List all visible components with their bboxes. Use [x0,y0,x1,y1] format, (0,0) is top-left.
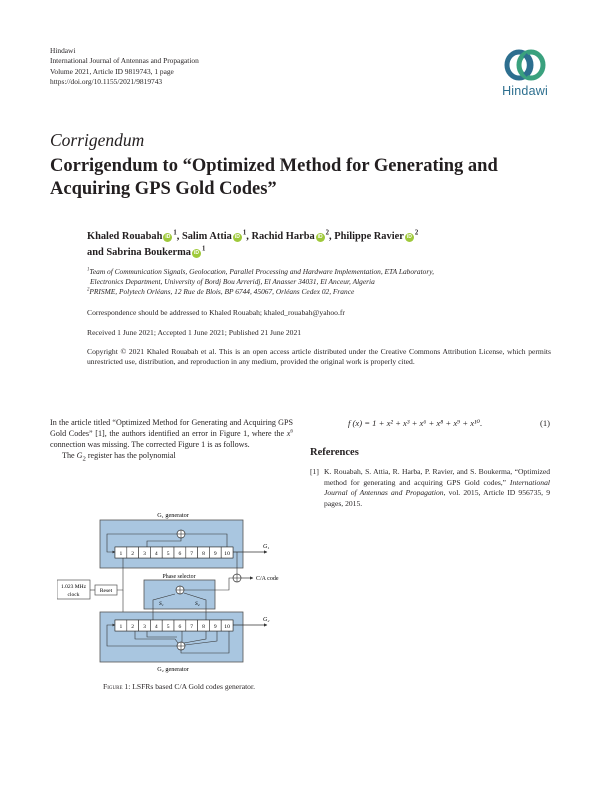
article-meta [50,46,199,87]
author-name: Sabrina Boukerma [106,247,191,258]
doi-link[interactable]: https://doi.org/10.1155/2021/9819743 [50,76,163,86]
register-cell-label: 10 [224,624,230,630]
register-cell-label: 4 [154,551,158,557]
hindawi-logo-icon [503,47,547,83]
g2-output-label: G₂ [263,617,270,623]
register-cell-label: 4 [154,624,158,630]
register-cell-label: 9 [213,624,217,630]
clock-label: 1.023 MHz [60,584,87,590]
orcid-icon[interactable]: iD [317,234,323,240]
paragraph: The $G_2$ register has the polynomial [62,451,176,463]
copyright-notice: Copyright © 2021 Khaled Rouabah et al. This is an open access article distributed under the Creative Commons Attribution License, which permits unrestricted use, distribution, and reproduction in any medium, provided the original work is properly cited. [87,347,551,367]
g1-output-label: G₁ [263,544,270,550]
phase-selector-block [144,580,215,609]
logo-wordmark: Hindawi [502,84,548,98]
orcid-icon[interactable]: iD [165,234,171,240]
equation-lhs: f (x) = [348,418,373,428]
references-heading: References [310,447,359,458]
affiliation-text: Team of Communication Signals, Geolocation, Parallel Processing and Hardware Implementation, ETA Laboratory, [89,267,434,276]
paragraph: In the article titled “Optimized Method for Generating and Acquiring GPS Gold Codes” [1], the authors identified an error in Figure 1, where the $x^6$ connection was missing. The corrected Figure 1 is as follows. [50,418,293,449]
reference-item[interactable]: [1] K. Rouabah, S. Attia, R. Harba, P. Ravier, and S. Boukerma, “Optimized method for generating and acquiring GPS Gold codes,” International Journal of Antennas and Propagation, vol. 2015, Article ID 956735, 9 pages, 2015. [310,467,550,508]
author-affiliation-mark: 1 [242,229,247,237]
register-cell-label: 8 [202,551,205,557]
orcid-icon[interactable]: iD [406,234,412,240]
register-cell-label: 6 [178,624,182,630]
author-name: Khaled Rouabah [87,231,163,242]
author-name: Philippe Ravier [334,231,404,242]
article-title: Corrigendum to “Optimized Method for Generating and Acquiring GPS Gold Codes” [50,156,498,199]
s1-label: S₁ [159,601,164,607]
register-cell-label: 5 [166,624,170,630]
author-affiliation-mark: 2 [325,229,330,237]
equation-rhs: 1 + x² + x³ + x⁶ + x⁸ + x⁹ + x¹⁰. [372,418,483,428]
reference-number: [1] [310,467,319,476]
register-cell-label: 8 [202,624,205,630]
register-cell-label: 10 [224,551,230,557]
affiliations: $^1$Team of Communication Signals, Geolocation, Parallel Processing and Hardware Implementation, ETA Laboratory, Electronics Department, University of Bordj Bou Arreridj, El Anasser 34031, El Anceur, Algeria $^2$PRISME, Polytech Orléans, 12 Rue de Blois, BP 6744, 45067, Orléans Cedex 02, France [87,267,547,298]
hindawi-logo [495,47,555,98]
register-cell-label: 7 [190,551,194,557]
register-cell-label: 2 [131,551,135,557]
authors-and: and [87,247,104,258]
register-cell-label: 1 [119,624,123,630]
figure-caption-text: LSFRs based C/A Gold codes generator. [130,682,255,691]
volume-info: Volume 2021, Article ID 9819743, 1 page [50,66,174,76]
equation-number: (1) [539,418,550,428]
lfsr-diagram [57,508,283,678]
register-cell-label: 7 [190,624,194,630]
g1-block [100,520,243,568]
figure-caption [50,682,308,691]
affiliation-text: Electronics Department, University of Bordj Bou Arreridj, El Anasser 34031, El Anceur, Algeria [90,277,375,287]
journal-name: International Journal of Antennas and Propagation [50,56,199,66]
clock-label: clock [67,592,80,598]
publication-dates: Received 1 June 2021; Accepted 1 June 2021; Published 21 June 2021 [87,328,302,337]
body-text [50,417,293,465]
equation [348,418,550,429]
register-cell-label: 1 [119,551,123,557]
s2-label: S₂ [195,601,200,607]
author-affiliation-mark: 1 [173,229,177,237]
ca-code-label: C/A code [256,576,279,582]
affiliation-text: PRISME, Polytech Orléans, 12 Rue de Blois, BP 6744, 45067, Orléans Cedex 02, France [89,287,355,297]
article-type: Corrigendum [50,130,145,150]
phase-selector-label: Phase selector [162,574,196,580]
register-cell-label: 3 [143,624,146,630]
register-cell-label: 6 [178,551,182,557]
publisher-name: Hindawi [50,46,76,55]
register-cell-label: 9 [213,551,217,557]
correspondence: Correspondence should be addressed to Khaled Rouabah; khaled_rouabah@yahoo.fr [87,308,345,317]
g1-label: G₁ generator [157,512,189,519]
reset-label: Reset [99,588,113,594]
orcid-icon[interactable]: iD [234,234,240,240]
author-affiliation-mark: 1 [201,245,206,253]
orcid-icon[interactable]: iD [193,250,199,256]
register-cell-label: 2 [131,624,135,630]
author-list: Khaled Rouabah $iD^1$, Salim Attia $iD^1$, Rachid Harba $iD^2$, Philippe Ravier $iD^2$ and Sabrina Boukerma $iD^1$ [87,229,419,258]
register-cell-label: 3 [143,551,146,557]
g2-label: G₂ generator [157,666,189,673]
figure-caption-label: Figure 1: [103,682,131,691]
author-name: Salim Attia [181,231,232,242]
author-affiliation-mark: 2 [414,229,419,237]
author-name: Rachid Harba [251,231,315,242]
register-cell-label: 5 [166,551,170,557]
